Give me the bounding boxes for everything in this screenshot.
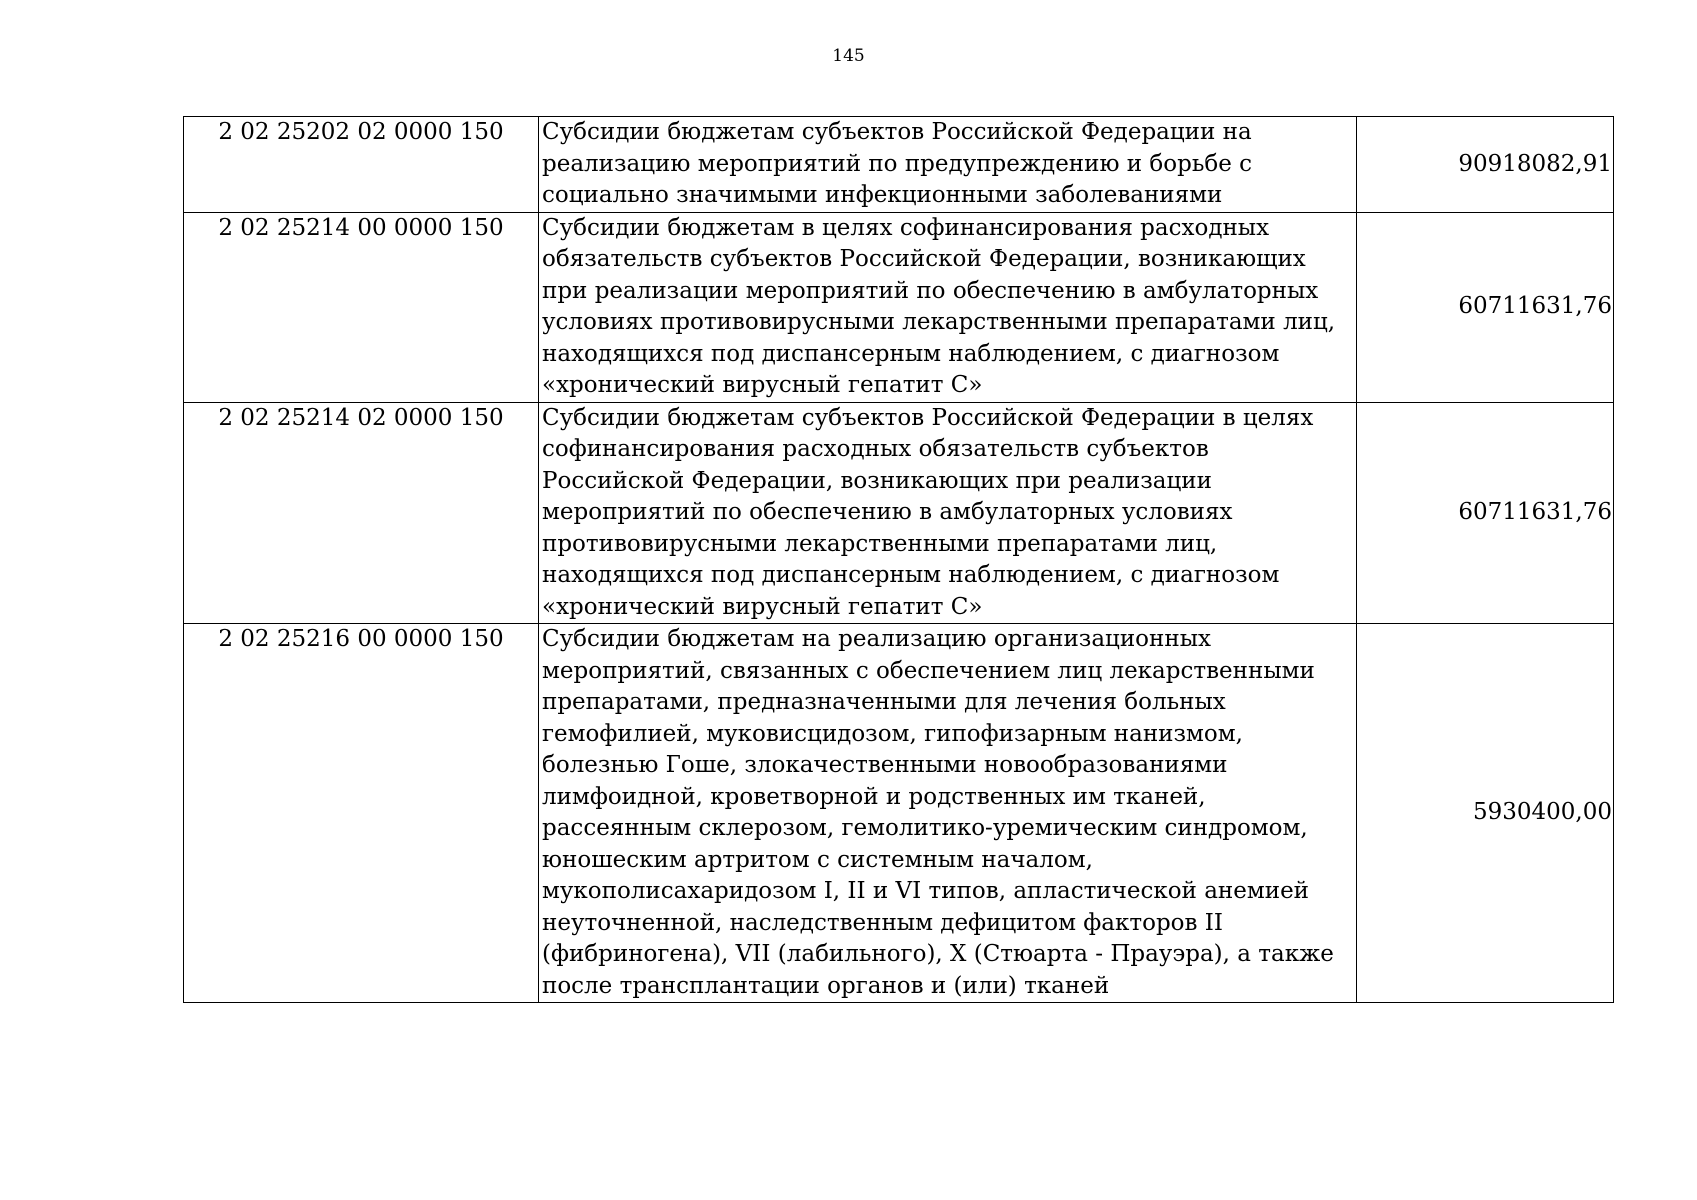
table-row xyxy=(184,402,1614,624)
budget-table xyxy=(183,116,1614,1003)
amount-cell: 5930400,00 xyxy=(1357,624,1614,1003)
amount-cell: 90918082,91 xyxy=(1357,117,1614,213)
description-cell: Субсидии бюджетам субъектов Российской Федерации в целях софинансирования расходных обязательств субъектов Российской Федерации, возникающих при реализации мероприятий по обеспечению в амбулаторных условиях противовирусными лекарственными препаратами лиц, находящихся под диспансерным наблюдением, с диагнозом «хронический вирусный гепатит С» xyxy=(539,402,1357,624)
table-row xyxy=(184,117,1614,213)
amount-cell: 60711631,76 xyxy=(1357,212,1614,402)
description-cell: Субсидии бюджетам на реализацию организационных мероприятий, связанных с обеспечением лиц лекарственными препаратами, предназначенными для лечения больных гемофилией, муковисцидозом, гипофизарным нанизмом, болезнью Гоше, злокачественными новообразованиями лимфоидной, кроветворной и родственных им тканей, рассеянным склерозом, гемолитико-уремическим синдромом, юношеским артритом с системным началом, мукополисахаридозом I, II и VI типов, апластической анемией неуточненной, наследственным дефицитом факторов II (фибриногена), VII (лабильного), X (Стюарта - Прауэра), а также после трансплантации органов и (или) тканей xyxy=(539,624,1357,1003)
table-row xyxy=(184,624,1614,1003)
budget-code-cell: 2 02 25216 00 0000 150 xyxy=(184,624,539,1003)
description-cell: Субсидии бюджетам субъектов Российской Федерации на реализацию мероприятий по предупреждению и борьбе с социально значимыми инфекционными заболеваниями xyxy=(539,117,1357,213)
budget-code-cell: 2 02 25214 00 0000 150 xyxy=(184,212,539,402)
budget-code-cell: 2 02 25202 02 0000 150 xyxy=(184,117,539,213)
table-row xyxy=(184,212,1614,402)
page-number: 145 xyxy=(832,46,865,66)
amount-cell: 60711631,76 xyxy=(1357,402,1614,624)
budget-code-cell: 2 02 25214 02 0000 150 xyxy=(184,402,539,624)
description-cell: Субсидии бюджетам в целях софинансирования расходных обязательств субъектов Российской Федерации, возникающих при реализации мероприятий по обеспечению в амбулаторных условиях противовирусными лекарственными препаратами лиц, находящихся под диспансерным наблюдением, с диагнозом «хронический вирусный гепатит С» xyxy=(539,212,1357,402)
